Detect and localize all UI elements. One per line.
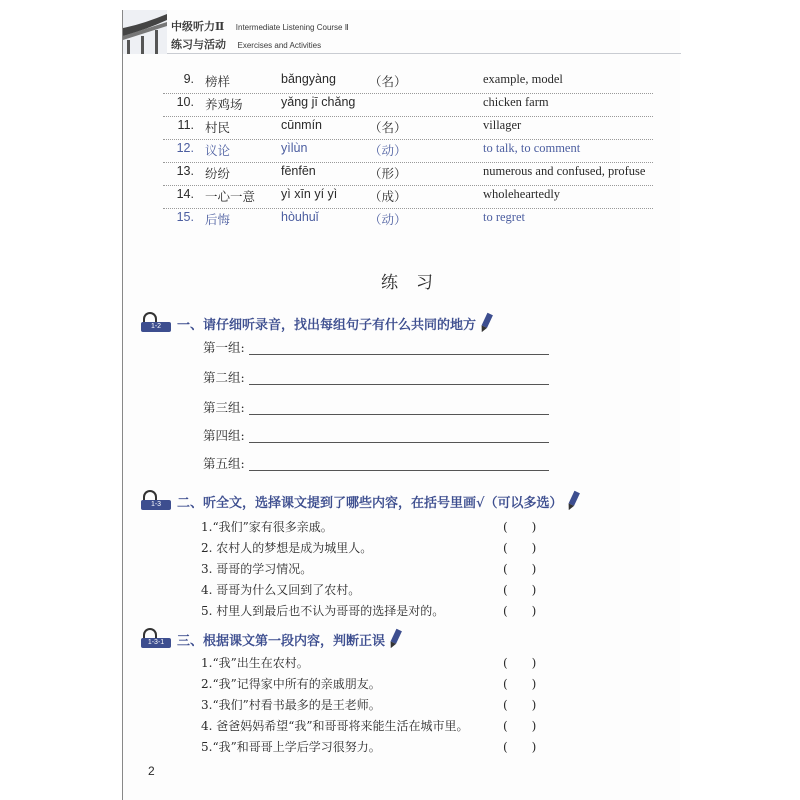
header-course-zh: 中级听力Ⅱ xyxy=(171,20,225,33)
answer-parentheses[interactable]: ( ) xyxy=(503,719,537,733)
vocab-word: 榜样 xyxy=(205,74,231,89)
vocab-word: 一心一意 xyxy=(205,189,256,204)
pagoda-roof-icon xyxy=(123,10,167,54)
vocab-pos: （动） xyxy=(369,143,407,158)
vocab-gloss: wholeheartedly xyxy=(483,187,561,201)
statement-text: 3. 哥哥的学习情况。 xyxy=(201,562,313,576)
vocab-num: 9. xyxy=(183,72,194,86)
vocab-pos: （成） xyxy=(369,189,407,204)
statement-text: 5.“我”和哥哥上学后学习很努力。 xyxy=(201,740,381,754)
answer-parentheses[interactable]: ( ) xyxy=(503,520,537,534)
statement-text: 4. 爸爸妈妈希望“我”和哥哥将来能生活在城市里。 xyxy=(201,719,469,733)
vocab-pinyin: yìlùn xyxy=(281,141,308,155)
exercises-title: 练习 xyxy=(381,273,451,293)
track-number: 1-2 xyxy=(141,322,171,332)
vocab-gloss: example, model xyxy=(483,72,563,86)
group-label: 第五组: xyxy=(203,456,245,471)
answer-line[interactable] xyxy=(249,470,549,471)
page-number: 2 xyxy=(148,764,155,778)
track-number: 1-3-1 xyxy=(141,638,171,648)
statement-item xyxy=(201,717,469,737)
divider xyxy=(163,116,653,117)
group-label: 第四组: xyxy=(203,428,245,443)
vocab-row xyxy=(123,187,653,209)
answer-parentheses[interactable]: ( ) xyxy=(503,740,537,754)
section-1-heading xyxy=(141,310,490,336)
vocab-row xyxy=(123,118,653,140)
statement-item xyxy=(201,738,381,758)
statement-text: 1.“我”出生在农村。 xyxy=(201,656,309,670)
vocab-row xyxy=(123,141,653,163)
audio-track-badge[interactable] xyxy=(141,490,171,512)
section-1-title: 一、请仔细听录音，找出每组句子有什么共同的地方 xyxy=(177,317,477,333)
pencil-icon xyxy=(387,628,403,650)
statement-item xyxy=(201,602,444,622)
divider xyxy=(163,93,653,94)
answer-parentheses[interactable]: ( ) xyxy=(503,656,537,670)
answer-line[interactable] xyxy=(249,414,549,415)
section-3-title: 三、根据课文第一段内容，判断正误 xyxy=(177,633,386,649)
answer-line[interactable] xyxy=(249,442,549,443)
header-course-en: Intermediate Listening Course Ⅱ xyxy=(235,23,349,32)
statement-item xyxy=(201,654,309,674)
vocab-num: 12. xyxy=(176,141,194,155)
page-header xyxy=(123,10,681,54)
divider xyxy=(163,208,653,209)
pencil-icon xyxy=(478,312,494,334)
answer-parentheses[interactable]: ( ) xyxy=(503,562,537,576)
statement-text: 5. 村里人到最后也不认为哥哥的选择是对的。 xyxy=(201,604,445,618)
divider xyxy=(163,185,653,186)
vocab-gloss: to talk, to comment xyxy=(483,141,581,155)
group-label: 第一组: xyxy=(203,340,245,355)
vocab-pinyin: fēnfēn xyxy=(281,164,316,178)
vocab-row xyxy=(123,95,653,117)
answer-parentheses[interactable]: ( ) xyxy=(503,677,537,691)
vocab-num: 15. xyxy=(176,210,194,224)
vocab-num: 14. xyxy=(176,187,194,201)
answer-parentheses[interactable]: ( ) xyxy=(503,583,537,597)
statement-text: 2.“我”记得家中所有的亲戚朋友。 xyxy=(201,677,381,691)
vocab-gloss: numerous and confused, profuse xyxy=(483,164,646,178)
vocab-row xyxy=(123,72,653,94)
group-label: 第三组: xyxy=(203,400,245,415)
divider xyxy=(163,139,653,140)
audio-track-badge[interactable] xyxy=(141,312,171,334)
header-course-title xyxy=(171,18,349,34)
answer-line[interactable] xyxy=(249,354,549,355)
vocab-word: 村民 xyxy=(205,120,231,135)
vocab-row xyxy=(123,164,653,186)
vocab-pinyin: cūnmín xyxy=(281,118,322,132)
vocab-pinyin: bǎngyàng xyxy=(281,72,336,86)
section-3-heading xyxy=(141,626,399,652)
vocab-pos: （动） xyxy=(369,212,407,227)
pencil-icon xyxy=(565,490,581,512)
textbook-page xyxy=(122,10,680,800)
answer-parentheses[interactable]: ( ) xyxy=(503,604,537,618)
answer-line[interactable] xyxy=(249,384,549,385)
statement-text: 1.“我们”家有很多亲戚。 xyxy=(201,520,333,534)
section-2-heading xyxy=(141,488,577,514)
statement-item xyxy=(201,675,381,695)
answer-parentheses[interactable]: ( ) xyxy=(503,698,537,712)
statement-item xyxy=(201,696,381,716)
vocab-num: 10. xyxy=(176,95,194,109)
header-section-en: Exercises and Activities xyxy=(237,41,322,50)
vocab-pos: （名） xyxy=(369,74,407,89)
group-label: 第二组: xyxy=(203,370,245,385)
vocab-pinyin: hòuhuǐ xyxy=(281,210,319,224)
statement-item xyxy=(201,518,333,538)
vocab-row xyxy=(123,210,653,232)
statement-item xyxy=(201,539,372,559)
section-2-title: 二、听全文，选择课文提到了哪些内容，在括号里画√（可以多选） xyxy=(177,495,563,511)
vocab-pos: （名） xyxy=(369,120,407,135)
vocab-pos: （形） xyxy=(369,166,407,181)
vocab-pinyin: yì xīn yí yì xyxy=(281,187,338,201)
vocab-word: 后悔 xyxy=(205,212,231,227)
statement-item xyxy=(201,581,360,601)
header-section-zh: 练习与活动 xyxy=(171,38,226,51)
vocab-gloss: to regret xyxy=(483,210,525,224)
statement-text: 4. 哥哥为什么又回到了农村。 xyxy=(201,583,361,597)
vocab-word: 养鸡场 xyxy=(205,97,243,112)
vocab-num: 13. xyxy=(176,164,194,178)
statement-text: 3.“我们”村看书最多的是王老师。 xyxy=(201,698,381,712)
answer-parentheses[interactable]: ( ) xyxy=(503,541,537,555)
vocab-word: 议论 xyxy=(205,143,231,158)
track-number: 1-3 xyxy=(141,500,171,510)
audio-track-badge[interactable] xyxy=(141,628,171,650)
vocab-pinyin: yǎng jī chǎng xyxy=(281,95,356,109)
vocab-num: 11. xyxy=(177,118,194,132)
divider xyxy=(163,162,653,163)
vocab-word: 纷纷 xyxy=(205,166,231,181)
statement-item xyxy=(201,560,312,580)
statement-text: 2. 农村人的梦想是成为城里人。 xyxy=(201,541,373,555)
vocab-gloss: villager xyxy=(483,118,522,132)
vocab-gloss: chicken farm xyxy=(483,95,549,109)
header-section-title xyxy=(171,36,321,52)
